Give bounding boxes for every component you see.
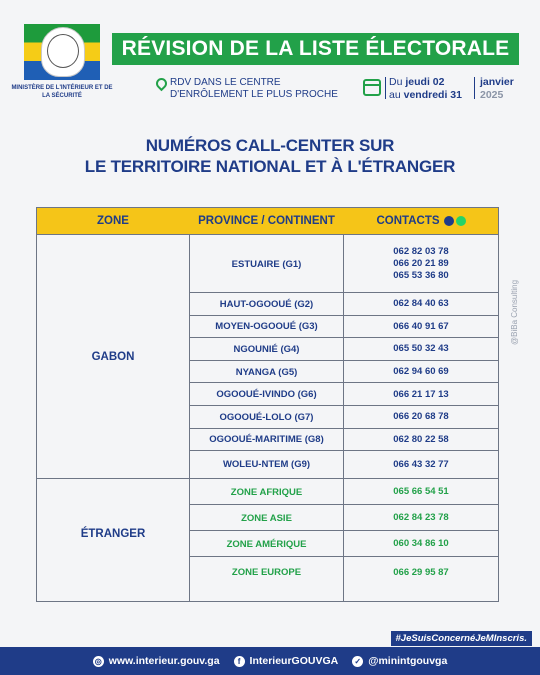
call-center-table xyxy=(36,207,499,602)
seal-emblem xyxy=(47,34,79,68)
contact-cell xyxy=(344,235,498,293)
globe-icon: ◎ xyxy=(93,656,104,667)
contact-cell xyxy=(344,531,498,557)
ministry-seal xyxy=(41,27,85,77)
province-cell: WOLEU-NTEM (G9) xyxy=(222,459,311,471)
phone-number[interactable]: 066 20 68 78 xyxy=(393,411,449,423)
contact-cell xyxy=(344,361,498,384)
footer xyxy=(0,647,540,675)
contact-cell xyxy=(344,557,498,588)
continent-cell: ZONE AMÉRIQUE xyxy=(226,538,307,550)
heading-line-1: NUMÉROS CALL-CENTER SUR xyxy=(145,136,395,155)
contact-cell xyxy=(344,451,498,478)
zone-gabon: GABON xyxy=(91,350,135,363)
column-header-zone: ZONE xyxy=(97,215,129,227)
footer-website[interactable] xyxy=(93,655,220,667)
divider xyxy=(385,77,386,99)
province-cell: OGOOUÉ-MARITIME (G8) xyxy=(209,434,324,446)
month: janvier xyxy=(480,76,514,88)
continent-cell: ZONE AFRIQUE xyxy=(230,486,303,498)
hashtag: #JeSuisConcernéJeMInscris. xyxy=(391,631,532,646)
column-header-contacts xyxy=(344,208,498,234)
phone-number[interactable]: 066 40 91 67 xyxy=(393,320,449,332)
twitter-link[interactable]: @minintgouvga xyxy=(368,655,448,667)
date-range xyxy=(389,76,462,102)
contact-cell xyxy=(344,338,498,361)
year: 2025 xyxy=(480,89,504,101)
phone-number[interactable]: 066 29 95 87 xyxy=(393,566,449,578)
continent-cell: ZONE EUROPE xyxy=(231,567,302,579)
phone-number[interactable]: 065 53 36 80 xyxy=(393,270,449,281)
date-to-prefix: au xyxy=(389,89,401,101)
calendar-icon xyxy=(363,79,381,96)
province-cell: ESTUAIRE (G1) xyxy=(231,258,302,270)
date-to: vendredi 31 xyxy=(403,89,462,101)
whatsapp-icon xyxy=(456,216,466,226)
month-year xyxy=(480,76,514,102)
contact-cell xyxy=(344,293,498,316)
contact-cell xyxy=(344,479,498,505)
row-divider xyxy=(37,234,498,235)
province-cell: NGOUNIÉ (G4) xyxy=(233,343,300,355)
gabon-flag-logo xyxy=(24,24,100,80)
column-divider xyxy=(343,234,344,601)
contact-cell xyxy=(344,406,498,429)
phone-number[interactable]: 062 84 23 78 xyxy=(393,512,449,524)
rdv-info xyxy=(170,77,360,101)
phone-number[interactable]: 065 50 32 43 xyxy=(393,343,449,355)
divider xyxy=(474,77,475,99)
date-from-prefix: Du xyxy=(389,76,403,88)
phone-number[interactable]: 066 43 32 77 xyxy=(393,458,449,470)
province-cell: NYANGA (G5) xyxy=(235,366,298,378)
province-cell: MOYEN-OGOOUÉ (G3) xyxy=(215,321,318,333)
location-pin-icon xyxy=(154,76,170,92)
rdv-line-1: RDV DANS LE CENTRE xyxy=(170,77,281,88)
zone-etranger: ÉTRANGER xyxy=(80,527,146,540)
phone-number[interactable]: 062 80 22 58 xyxy=(393,433,449,445)
phone-number[interactable]: 065 66 54 51 xyxy=(393,486,449,498)
column-divider xyxy=(189,234,190,601)
footer-twitter[interactable] xyxy=(352,655,447,667)
header xyxy=(0,0,540,115)
phone-number[interactable]: 060 34 86 10 xyxy=(393,538,449,550)
phone-number[interactable]: 066 20 21 89 xyxy=(393,258,449,269)
rdv-line-2: D'ENRÔLEMENT LE PLUS PROCHE xyxy=(170,89,338,100)
contact-cell xyxy=(344,316,498,339)
province-cell: HAUT-OGOOUÉ (G2) xyxy=(219,298,314,310)
section-heading xyxy=(0,135,540,177)
contact-cell xyxy=(344,505,498,531)
website-link[interactable]: www.interieur.gouv.ga xyxy=(108,655,220,667)
column-header-province: PROVINCE / CONTINENT xyxy=(198,215,335,227)
facebook-icon: f xyxy=(234,656,245,667)
phone-icon xyxy=(444,216,454,226)
contact-cell xyxy=(344,429,498,452)
continent-cell: ZONE ASIE xyxy=(241,512,292,524)
twitter-icon: ✓ xyxy=(352,656,363,667)
date-from: jeudi 02 xyxy=(405,76,445,88)
page-title: RÉVISION DE LA LISTE ÉLECTORALE xyxy=(112,33,519,65)
contact-cell xyxy=(344,383,498,406)
contacts-header-label: CONTACTS xyxy=(376,215,440,227)
phone-number[interactable]: 062 84 40 63 xyxy=(393,298,449,310)
facebook-link[interactable]: InterieurGOUVGA xyxy=(249,655,339,667)
phone-number[interactable]: 066 21 17 13 xyxy=(393,388,449,400)
phone-number[interactable]: 062 94 60 69 xyxy=(393,366,449,378)
table-header-row xyxy=(37,208,498,234)
footer-facebook[interactable] xyxy=(234,655,339,667)
phone-number[interactable]: 062 82 03 78 xyxy=(393,246,449,257)
credit-watermark: @BiBa Consulting xyxy=(510,279,519,345)
province-cell: OGOOUÉ-IVINDO (G6) xyxy=(216,389,317,401)
heading-line-2: LE TERRITOIRE NATIONAL ET À L'ÉTRANGER xyxy=(84,157,456,176)
ministry-name: MINISTÈRE DE L'INTÉRIEUR ET DE LA SÉCURITÉ xyxy=(11,85,113,99)
province-cell: OGOOUÉ-LOLO (G7) xyxy=(219,411,314,423)
